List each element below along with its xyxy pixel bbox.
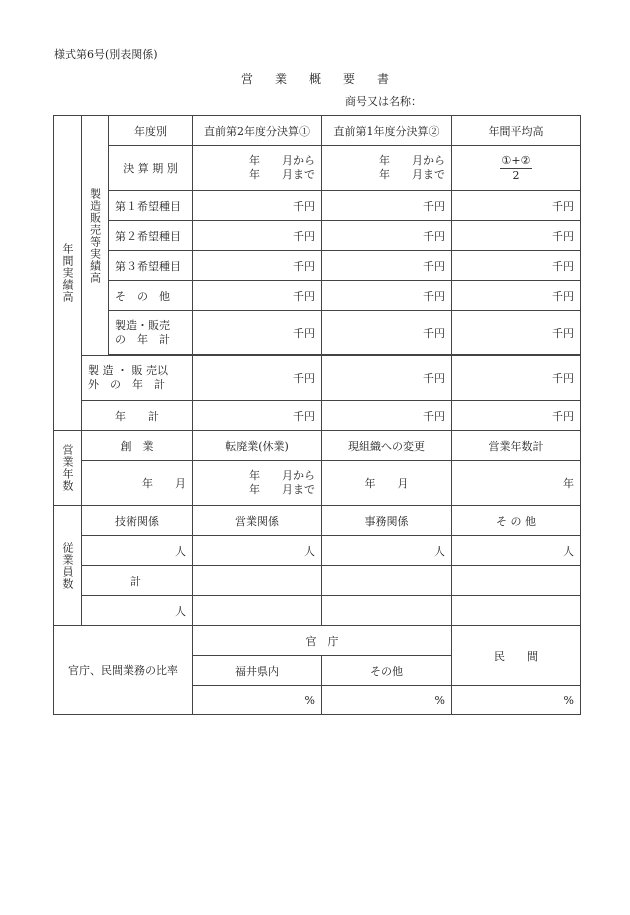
cell-unit[interactable]: 千円 — [193, 311, 322, 355]
period-prev1[interactable]: 年 月から 年 月まで — [322, 146, 452, 191]
cell-unit[interactable]: 千円 — [193, 356, 322, 401]
document-title: 営業概要書 — [240, 72, 411, 86]
empty-cell — [322, 596, 452, 626]
header-average: 年間平均高 — [452, 116, 581, 146]
cell-unit[interactable]: 千円 — [322, 281, 452, 311]
cell-unit[interactable]: 千円 — [452, 191, 581, 221]
fiscal-period-label: 決 算 期 別 — [109, 146, 193, 191]
cell-unit[interactable]: 千円 — [193, 251, 322, 281]
header-sales-staff: 営業関係 — [193, 506, 322, 536]
empty-cell — [452, 596, 581, 626]
row-label-choice2: 第２希望種目 — [109, 221, 193, 251]
header-clerical: 事務関係 — [322, 506, 452, 536]
cell-unit[interactable]: 千円 — [452, 281, 581, 311]
government-other-header: その他 — [322, 656, 452, 686]
cell-unit[interactable]: 千円 — [452, 221, 581, 251]
trade-name-label: 商号又は名称： — [345, 95, 422, 108]
employees-total-value[interactable]: 人 — [82, 596, 193, 626]
empty-cell — [193, 566, 322, 596]
empty-cell — [193, 596, 322, 626]
government-other-pct[interactable]: % — [322, 686, 452, 715]
cell-unit[interactable]: 千円 — [322, 356, 452, 401]
cell-unit[interactable]: 千円 — [452, 401, 581, 431]
row-label-choice1: 第１希望種目 — [109, 191, 193, 221]
header-org-change: 現組織への変更 — [322, 431, 452, 461]
cell-unit[interactable]: 千円 — [193, 221, 322, 251]
row-label-mfg-subtotal: 製造・販売 の 年 計 — [109, 311, 193, 355]
cell-unit[interactable]: 千円 — [193, 191, 322, 221]
cell-unit[interactable]: 千円 — [452, 356, 581, 401]
header-prev1: 直前第1年度分決算② — [322, 116, 452, 146]
cell-unit[interactable]: 千円 — [322, 251, 452, 281]
period-prev2[interactable]: 年 月から 年 月まで — [193, 146, 322, 191]
header-prev2: 直前第2年度分決算① — [193, 116, 322, 146]
ratio-section-label: 官庁、民間業務の比率 — [54, 626, 193, 715]
employees-total-label: 計 — [82, 566, 193, 596]
government-fukui-header: 福井県内 — [193, 656, 322, 686]
manufacturing-sales-label: 製造販売等実績高 — [82, 116, 109, 356]
sales-staff-count[interactable]: 人 — [193, 536, 322, 566]
cell-unit[interactable]: 千円 — [193, 401, 322, 431]
form-number: 様式第6号(別表関係) — [54, 48, 158, 61]
other-staff-count[interactable]: 人 — [452, 536, 581, 566]
employees-section-label: 従業員数 — [54, 506, 82, 626]
cell-unit[interactable]: 千円 — [452, 311, 581, 355]
annual-sales-section-label: 年間実績高 — [54, 116, 82, 431]
empty-cell — [452, 566, 581, 596]
average-formula — [452, 146, 581, 191]
cell-unit[interactable]: 千円 — [322, 401, 452, 431]
row-label-choice3: 第３希望種目 — [109, 251, 193, 281]
business-years-section-label: 営業年数 — [54, 431, 82, 506]
formula-numerator: ①+② — [501, 153, 531, 167]
header-closure: 転廃業(休業) — [193, 431, 322, 461]
header-founded: 創 業 — [82, 431, 193, 461]
header-year: 年度別 — [109, 116, 193, 146]
header-years-total: 営業年数計 — [452, 431, 581, 461]
cell-unit[interactable]: 千円 — [322, 221, 452, 251]
government-header: 官 庁 — [193, 626, 452, 656]
cell-unit[interactable]: 千円 — [322, 191, 452, 221]
closure-period[interactable]: 年 月から 年 月まで — [193, 461, 322, 506]
header-technical: 技術関係 — [82, 506, 193, 536]
header-other-staff: そ の 他 — [452, 506, 581, 536]
founded-value[interactable]: 年 月 — [82, 461, 193, 506]
years-total-value[interactable]: 年 — [452, 461, 581, 506]
private-header: 民 間 — [452, 626, 581, 686]
empty-cell — [322, 566, 452, 596]
cell-unit[interactable]: 千円 — [193, 281, 322, 311]
row-label-non-mfg-total: 製 造 ・ 販 売以 外 の 年 計 — [82, 356, 193, 401]
private-pct[interactable]: % — [452, 686, 581, 715]
row-label-other: そ の 他 — [109, 281, 193, 311]
technical-count[interactable]: 人 — [82, 536, 193, 566]
formula-denominator: 2 — [512, 168, 520, 182]
business-overview-table — [53, 115, 581, 715]
clerical-count[interactable]: 人 — [322, 536, 452, 566]
cell-unit[interactable]: 千円 — [322, 311, 452, 355]
cell-unit[interactable]: 千円 — [452, 251, 581, 281]
org-change-value[interactable]: 年 月 — [322, 461, 452, 506]
government-fukui-pct[interactable]: % — [193, 686, 322, 715]
row-label-annual-total: 年 計 — [82, 401, 193, 431]
